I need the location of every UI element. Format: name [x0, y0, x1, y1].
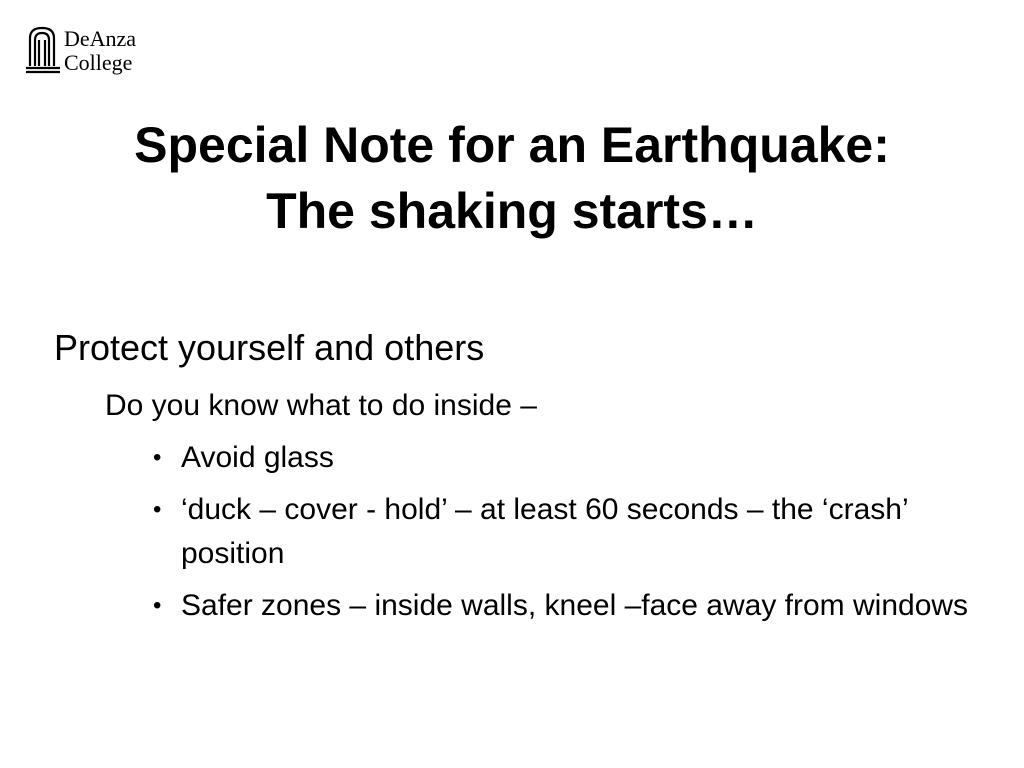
list-item	[153, 488, 993, 576]
slide-title-line1: Special Note for an Earthquake:	[134, 117, 890, 173]
level2-text: Do you know what to do inside –	[105, 389, 537, 422]
list-item	[153, 584, 993, 628]
bullet-list	[153, 436, 993, 636]
bullet-icon: •	[153, 496, 162, 523]
bullet-icon: •	[153, 592, 162, 619]
deanza-college-logo	[24, 24, 164, 76]
bullet-text: ‘duck – cover - hold’ – at least 60 seconds – the ‘crash’ position	[181, 493, 908, 570]
bullet-text: Avoid glass	[181, 441, 334, 474]
logo-line2: College	[64, 50, 133, 75]
logo-line1: DeAnza	[64, 26, 137, 51]
slide-title	[0, 112, 1024, 244]
level1-text: Protect yourself and others	[54, 327, 485, 368]
college-arch-icon	[26, 28, 60, 72]
slide-title-line2: The shaking starts…	[266, 183, 758, 239]
list-item	[153, 436, 993, 480]
bullet-icon: •	[153, 444, 162, 471]
bullet-text: Safer zones – inside walls, kneel –face away from windows	[181, 589, 969, 622]
